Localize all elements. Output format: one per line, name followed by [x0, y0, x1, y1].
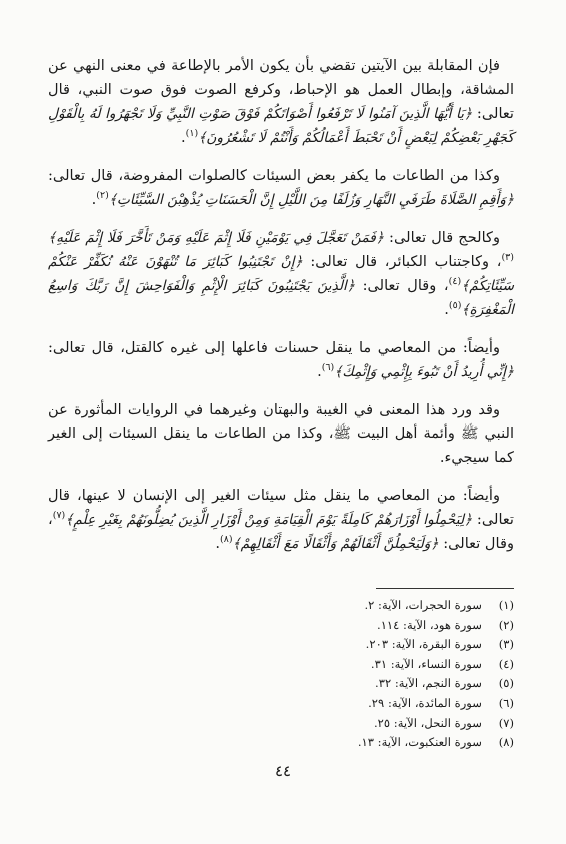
footnote-item [214, 674, 514, 694]
footnote-text: سورة المائدة، الآية: ٢٩. [368, 695, 482, 710]
paragraph-text: ، وقال تعالى: [354, 277, 449, 294]
quran-verse: ﴿يَا أَيُّهَا الَّذِينَ آمَنُوا لَا تَرْفَعُوا أَصْوَاتَكُمْ فَوْقَ صَوْتِ النَّبِيِّ وَلَا تَجْهَرُوا لَهُ بِالْقَوْلِ كَجَهْرِ بَعْضِكُمْ لِبَعْضٍ أَنْ تَحْبَطَ أَعْمَالُكُمْ وَأَنْتُمْ لَا تَشْعُرُونَ﴾ [48, 106, 514, 146]
footnote-number: (٦) [498, 695, 514, 710]
footnote-item [214, 714, 514, 734]
quran-verse: ﴿وَلَيَحْمِلُنَّ أَثْقَالَهُمْ وَأَثْقَالًا مَعَ أَثْقَالِهِمْ﴾ [232, 536, 439, 552]
paragraph-text: ، وقال تعالى: [48, 511, 514, 552]
paragraph-text: وقد ورد هذا المعنى في الغيبة والبهتان وغيرهما في الروايات المأثورة عن النبي ﷺ وأئمة أهل البيت ﷺ، وكذا من الطاعات ما ينقل السيئات إلى الغير كما سيجيء. [48, 401, 514, 466]
paragraph-p3 [48, 226, 514, 322]
body-text [48, 54, 514, 556]
paragraph-text: وأيضاً: من المعاصي ما ينقل مثل سيئات الغير إلى الإنسان لا عينها، قال تعالى: [48, 487, 514, 528]
footnote-number: (٣) [498, 637, 514, 652]
footnote-text: سورة هود، الآية: ١١٤. [377, 617, 482, 632]
footnote-reference: (٥) [448, 300, 462, 312]
footnote-reference: (١) [185, 128, 199, 140]
paragraph-text: وأيضاً: من المعاصي ما ينقل حسنات فاعلها إلى غيره كالقتل، قال تعالى: [48, 339, 500, 356]
paragraph-text: وكالحج قال تعالى: [383, 229, 501, 246]
footnote-reference: (٧) [52, 510, 66, 522]
footnote-item [214, 616, 514, 636]
footnote-reference: (٤) [448, 276, 462, 288]
footnote-text: سورة النجم، الآية: ٣٢. [375, 676, 482, 691]
footnote-item [214, 733, 514, 753]
quran-verse: ﴿إِنْ تَجْتَنِبُوا كَبَائِرَ مَا تُنْهَوْنَ عَنْهُ نُكَفِّرْ عَنْكُمْ سَيِّئَاتِكُمْ﴾ [48, 254, 515, 294]
paragraph-text: فإن المقابلة بين الآيتين تقضي بأن يكون الأمر بالإطاعة في معنى النهي عن المشاقة، وإبطال العمل هو الإحباط، وكرفع الصوت فوق صوت النبي، قال تعالى: [48, 57, 514, 122]
footnote-number: (٨) [498, 735, 514, 750]
footnote-text: سورة النحل، الآية: ٢٥. [373, 715, 482, 730]
quran-verse: ﴿وَأَقِمِ الصَّلَاةَ طَرَفَيِ النَّهَارِ وَزُلَفًا مِنَ اللَّيْلِ إِنَّ الْحَسَنَاتِ يُذْهِبْنَ السَّيِّئَاتِ﴾ [108, 192, 514, 208]
paragraph-p2 [48, 164, 514, 212]
quran-verse: ﴿إِنِّي أُرِيدُ أَنْ تَبُوءَ بِإِثْمِي وَإِثْمِكَ﴾ [334, 364, 514, 380]
paragraph-text: . [91, 191, 97, 208]
footnote-item [214, 635, 514, 655]
quran-verse: ﴿لِيَحْمِلُوا أَوْزَارَهُمْ كَامِلَةً يَوْمَ الْقِيَامَةِ وَمِنْ أَوْزَارِ الَّذِينَ يُضِلُّونَهُمْ بِغَيْرِ عِلْمٍ﴾ [65, 512, 473, 528]
footnote-number: (٢) [498, 617, 514, 632]
footnote-text: سورة العنكبوت، الآية: ١٣. [357, 735, 482, 750]
footnote-item [214, 694, 514, 714]
footnote-number: (٥) [498, 676, 514, 691]
paragraph-text: . [181, 129, 186, 146]
footnote-reference: (٢) [96, 190, 109, 202]
footnote-item [214, 596, 514, 616]
paragraph-text: . [317, 363, 322, 380]
paragraph-text: . [444, 301, 449, 318]
quran-verse: ﴿فَمَنْ تَعَجَّلَ فِي يَوْمَيْنِ فَلَا إِثْمَ عَلَيْهِ وَمَنْ تَأَخَّرَ فَلَا إِثْمَ عَلَيْهِ﴾ [48, 230, 384, 246]
paragraph-p5 [48, 398, 514, 470]
page-number: ٤٤ [274, 762, 292, 780]
paragraph-text: . [215, 535, 220, 552]
footnote-reference: (٦) [321, 362, 335, 374]
footnote-number: (٧) [498, 715, 514, 730]
footnote-text: سورة البقرة، الآية: ٢٠٣. [365, 637, 482, 652]
paragraph-p6 [48, 484, 514, 556]
paragraph-text: ، وكاجتناب الكبائر، قال تعالى: [302, 253, 502, 270]
footnote-number: (١) [498, 598, 514, 612]
footnote-divider [376, 588, 514, 589]
paragraph-p4 [48, 336, 514, 384]
footnote-text: سورة النساء، الآية: ٣١. [370, 656, 482, 671]
footnote-item [214, 655, 514, 675]
footnotes-list [214, 596, 514, 753]
footnote-text: سورة الحجرات، الآية: ٢. [364, 598, 482, 612]
footnote-reference: (٨) [219, 534, 233, 546]
footnote-number: (٤) [498, 656, 514, 671]
footnote-reference: (٣) [501, 252, 514, 264]
quran-verse: ﴿الَّذِينَ يَجْتَنِبُونَ كَبَائِرَ الْإِثْمِ وَالْفَوَاحِشَ إِنَّ رَبَّكَ وَاسِعُ الْمَغْفِرَةِ﴾ [48, 278, 514, 318]
paragraph-p1 [48, 54, 514, 150]
paragraph-text: وكذا من الطاعات ما يكفر بعض السيئات كالصلوات المفروضة، قال تعالى: [48, 167, 500, 184]
